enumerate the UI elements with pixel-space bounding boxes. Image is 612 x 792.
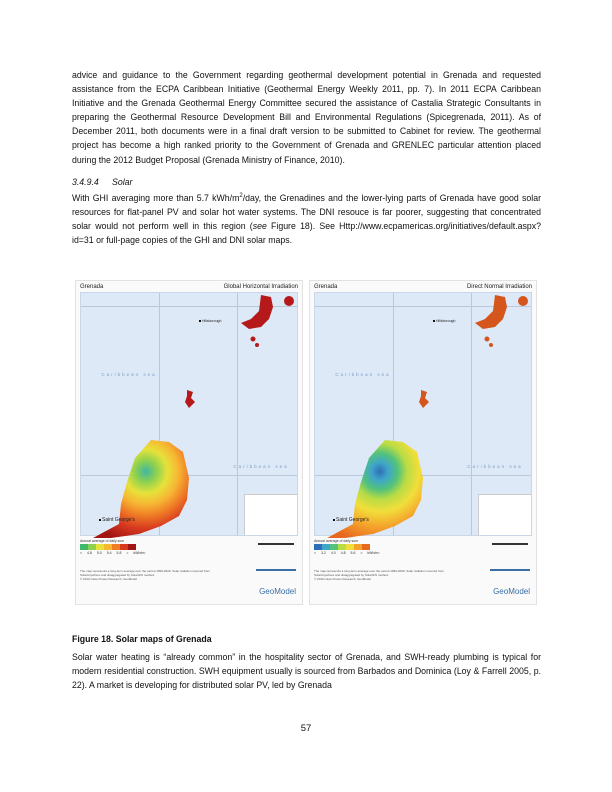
legend-title: Annual average of daily sum — [80, 539, 125, 543]
legend-ticks: < 3.2 4.0 4.8 5.6 > kWh/m² — [314, 551, 380, 555]
sea-label: Caribbean sea — [233, 464, 289, 469]
town-label: Saint George's — [99, 518, 135, 523]
section-title: Solar — [112, 176, 133, 187]
paragraph-geothermal: advice and guidance to the Government regarding geothermal development potential in Grenada and requested assistance from the ECPA Caribbean Initiative (Geothermal Energy Weekly 2011, pp. 7). In 2011 ECPA Caribbean Initiative and the Grenada Geothermal Energy Committee secured the assistance of Castalia Strategic Consultants in preparing the Geothermal Resource Development Bill and Environmental Regulations (Spicegrenada, 2011). As of December 2011, both documents were in a final draft version to be submitted to Cabinet for review. The geothermal project has become a high ranked priority to the Government of Grenada and GRENLEC particular attention placed during the 2012 Budget Proposal (Grenada Ministry of Finance, 2010). — [72, 70, 541, 165]
text-italic: see — [252, 220, 267, 231]
locator-inset — [244, 494, 297, 535]
text-run: Figure 18). See Http://www.ecpamericas.org/initiatives/default.aspx?id=31 or full-page copies of the GHI and DNI solar maps. — [72, 220, 541, 245]
notes-text: The map represents a long-term average over the period 1999-2009. Solar radiation sourced from SolarAnywhere and disaggregated by SolarGIS method. — [80, 569, 210, 577]
islet — [181, 388, 201, 413]
map-header — [76, 281, 302, 291]
cleanpower-logo — [490, 561, 530, 571]
map-canvas — [80, 292, 298, 536]
geomodel-logo: GeoModel — [493, 587, 530, 596]
map-title: Global Horizontal Irradiation — [223, 284, 298, 290]
map-country: Grenada — [314, 284, 338, 290]
town-label: Saint George's — [333, 518, 369, 523]
map-notes — [80, 569, 210, 581]
carriacou-island — [465, 293, 535, 353]
geomodel-logo: GeoModel — [259, 587, 296, 596]
figure-solar-maps — [75, 280, 537, 605]
map-header — [310, 281, 536, 291]
map-country: Grenada — [80, 284, 104, 290]
superscript: 2 — [239, 192, 243, 199]
copyright-text: © 2010 Clean Power Research, GeoModel — [80, 577, 137, 581]
copyright-text: © 2010 Clean Power Research, GeoModel — [314, 577, 371, 581]
map-legend — [80, 539, 145, 555]
town-label: Hillsborough — [199, 319, 221, 323]
section-number: 3.4.9.4 — [72, 176, 99, 187]
scale-bar — [258, 543, 294, 545]
paragraph-swh: Solar water heating is “already common” in the hospitality sector of Grenada, and SWH-ready plumbing is typical for modern residential construction. SWH equipment usually is sourced from Barbados and Dominica (Loy & Farrell 2005, p. 22). A market is developing for distributed solar PV, led by Grenada — [72, 652, 541, 691]
scale-bar — [492, 543, 528, 545]
legend-colorbar — [80, 544, 136, 550]
section-heading — [72, 175, 541, 189]
grenada-island-ghi — [91, 438, 226, 538]
carriacou-island — [231, 293, 301, 353]
cleanpower-logo — [256, 561, 296, 571]
paragraph-solar — [72, 189, 541, 247]
locator-inset — [478, 494, 531, 535]
legend-ticks: < 4.8 5.0 5.4 5.8 > kWh/m² — [80, 551, 146, 555]
town-label: Hillsborough — [433, 319, 455, 323]
notes-text: The map represents a long-term average over the period 1999-2009. Solar radiation sourced from SolarAnywhere and disaggregated by SolarGIS method. — [314, 569, 444, 577]
sea-label: Caribbean sea — [467, 464, 523, 469]
text-run: With GHI averaging more than 5.7 kWh/m — [72, 192, 240, 203]
map-notes — [314, 569, 444, 581]
legend-title: Annual average of daily sum — [314, 539, 359, 543]
page-body-continued — [72, 650, 541, 692]
page-number: 57 — [300, 723, 312, 734]
islet — [415, 388, 435, 413]
map-ghi — [75, 280, 303, 605]
grenada-island-dni — [325, 438, 460, 538]
sea-label: Caribbean sea — [335, 372, 391, 377]
map-canvas — [314, 292, 532, 536]
sea-label: Caribbean sea — [101, 372, 157, 377]
map-dni — [309, 280, 537, 605]
text-run: /day, the Grenadines and the lower-lying parts of Grenada have good solar resources for flat-panel PV and solar hot water systems. The DNI resouce is far poorer, suggesting that concentrated solar would not perform well in this region ( — [72, 192, 542, 231]
legend-colorbar — [314, 544, 370, 550]
map-legend — [314, 539, 379, 555]
map-title: Direct Normal Irradiation — [466, 284, 532, 290]
page-body — [72, 68, 541, 247]
figure-caption: Figure 18. Solar maps of Grenada — [72, 634, 212, 644]
